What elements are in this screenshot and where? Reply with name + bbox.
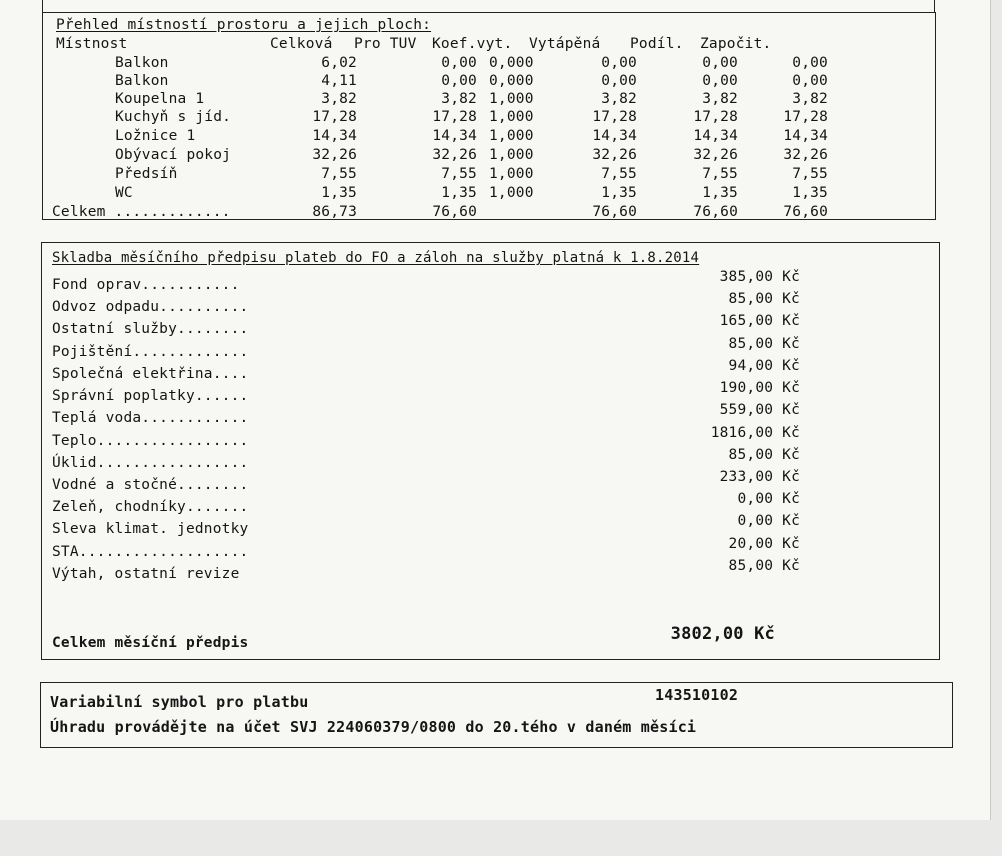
room-vytapena: 3,82 (601, 91, 637, 107)
room-koef: 1,000 (489, 128, 534, 144)
payment-label: Výtah, ostatní revize (52, 566, 240, 582)
room-zapocit: 3,82 (792, 91, 828, 107)
rooms-total-label: Celkem ............. (52, 204, 231, 220)
payment-label: Ostatní služby........ (52, 321, 249, 337)
payment-label: Teplá voda............ (52, 410, 249, 426)
payment-amount: 190,00 Kč (719, 380, 800, 396)
room-koef: 1,000 (489, 91, 534, 107)
rooms-total-zapocit: 76,60 (783, 204, 828, 220)
payment-label: Sleva klimat. jednotky (52, 521, 249, 537)
payment-label: Úklid................. (52, 455, 249, 471)
room-zapocit: 7,55 (792, 166, 828, 182)
payment-amount: 1816,00 Kč (710, 425, 800, 441)
payment-label: Společná elektřina.... (52, 366, 249, 382)
payment-amount: 94,00 Kč (728, 358, 800, 374)
rooms-total-podil: 76,60 (693, 204, 738, 220)
rooms-title: Přehled místností prostoru a jejich ploch: (56, 17, 432, 33)
room-celkova: 17,28 (312, 109, 357, 125)
room-koef: 0,000 (489, 55, 534, 71)
room-koef: 1,000 (489, 147, 534, 163)
room-celkova: 14,34 (312, 128, 357, 144)
room-name: Balkon (115, 73, 169, 89)
payments-title: Skladba měsíčního předpisu plateb do FO a záloh na služby platná k 1.8.2014 (52, 250, 700, 266)
room-name: Kuchyň s jíd. (115, 109, 232, 125)
room-name: Koupelna 1 (115, 91, 205, 107)
payment-amount: 0,00 Kč (737, 491, 800, 507)
payment-amount: 85,00 Kč (728, 447, 800, 463)
room-podil: 32,26 (693, 147, 738, 163)
room-tuv: 3,82 (441, 91, 477, 107)
payment-amount: 20,00 Kč (728, 536, 800, 552)
room-name: WC (115, 185, 133, 201)
room-koef: 1,000 (489, 109, 534, 125)
room-zapocit: 14,34 (783, 128, 828, 144)
payment-amount: 385,00 Kč (719, 269, 800, 285)
room-podil: 0,00 (702, 73, 738, 89)
payment-amount: 85,00 Kč (728, 558, 800, 574)
room-name: Obývací pokoj (115, 147, 232, 163)
room-zapocit: 0,00 (792, 55, 828, 71)
payment-amount: 85,00 Kč (728, 291, 800, 307)
payment-label: Fond oprav........... (52, 277, 240, 293)
room-koef: 1,000 (489, 185, 534, 201)
room-tuv: 17,28 (432, 109, 477, 125)
variable-symbol-value: 143510102 (655, 686, 739, 704)
room-zapocit: 0,00 (792, 73, 828, 89)
variable-symbol-label: Variabilní symbol pro platbu (50, 693, 309, 711)
room-name: Ložnice 1 (115, 128, 196, 144)
header-celkova: Celková (270, 36, 333, 52)
payment-label: Správní poplatky...... (52, 388, 249, 404)
payment-amount: 233,00 Kč (719, 469, 800, 485)
room-tuv: 0,00 (441, 55, 477, 71)
payments-total-amount: 3802,00 Kč (670, 624, 775, 644)
payment-amount: 559,00 Kč (719, 402, 800, 418)
payment-label: Zeleň, chodníky....... (52, 499, 249, 515)
room-vytapena: 32,26 (592, 147, 637, 163)
room-zapocit: 1,35 (792, 185, 828, 201)
rooms-total-vytapena: 76,60 (592, 204, 637, 220)
header-vytapena: Vytápěná (529, 36, 601, 52)
header-zapocit: Započit. (700, 36, 772, 52)
payment-amount: 0,00 Kč (737, 513, 800, 529)
table-border-top-right (934, 0, 935, 12)
room-celkova: 32,26 (312, 147, 357, 163)
room-podil: 3,82 (702, 91, 738, 107)
header-pro-tuv: Pro TUV (354, 36, 417, 52)
room-vytapena: 7,55 (601, 166, 637, 182)
room-vytapena: 1,35 (601, 185, 637, 201)
room-tuv: 0,00 (441, 73, 477, 89)
room-zapocit: 32,26 (783, 147, 828, 163)
room-vytapena: 17,28 (592, 109, 637, 125)
payment-amount: 165,00 Kč (719, 313, 800, 329)
payment-label: Vodné a stočné........ (52, 477, 249, 493)
room-zapocit: 17,28 (783, 109, 828, 125)
room-koef: 1,000 (489, 166, 534, 182)
payment-instruction: Úhradu provádějte na účet SVJ 224060379/0800 do 20.tého v daném měsíci (50, 718, 697, 736)
room-tuv: 14,34 (432, 128, 477, 144)
payment-amount: 85,00 Kč (728, 336, 800, 352)
payment-label: STA................... (52, 544, 249, 560)
rooms-total-celkova: 86,73 (312, 204, 357, 220)
room-tuv: 1,35 (441, 185, 477, 201)
room-name: Balkon (115, 55, 169, 71)
header-mistnost: Místnost (56, 36, 128, 52)
payment-info-box (40, 682, 953, 748)
header-koef-vyt: Koef.vyt. (432, 36, 513, 52)
room-podil: 14,34 (693, 128, 738, 144)
payment-label: Pojištění............. (52, 344, 249, 360)
room-vytapena: 0,00 (601, 55, 637, 71)
room-celkova: 3,82 (321, 91, 357, 107)
room-podil: 0,00 (702, 55, 738, 71)
table-border-top-left (42, 0, 43, 12)
room-celkova: 6,02 (321, 55, 357, 71)
room-koef: 0,000 (489, 73, 534, 89)
payments-total-label: Celkem měsíční předpis (52, 635, 249, 651)
room-tuv: 7,55 (441, 166, 477, 182)
rooms-total-tuv: 76,60 (432, 204, 477, 220)
room-podil: 1,35 (702, 185, 738, 201)
room-celkova: 7,55 (321, 166, 357, 182)
room-vytapena: 0,00 (601, 73, 637, 89)
header-podil: Podíl. (630, 36, 684, 52)
room-celkova: 4,11 (321, 73, 357, 89)
payment-label: Odvoz odpadu.......... (52, 299, 249, 315)
payment-label: Teplo................. (52, 433, 249, 449)
room-vytapena: 14,34 (592, 128, 637, 144)
room-podil: 17,28 (693, 109, 738, 125)
room-name: Předsíň (115, 166, 178, 182)
room-podil: 7,55 (702, 166, 738, 182)
room-celkova: 1,35 (321, 185, 357, 201)
room-tuv: 32,26 (432, 147, 477, 163)
